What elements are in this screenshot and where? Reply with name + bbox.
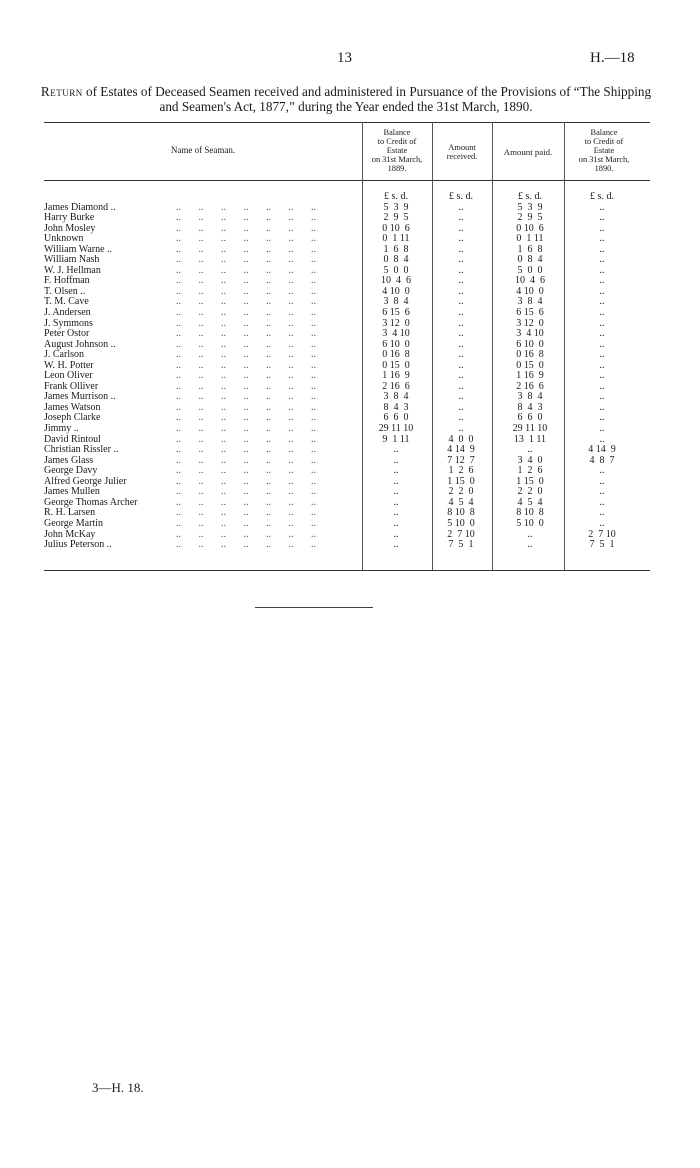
balance-1890-cell: ..: [599, 296, 605, 308]
balance-1890-cell: ..: [599, 275, 605, 287]
units-balance-1890: £ s. d.: [590, 191, 614, 202]
balance-1890-cell: ..: [599, 370, 605, 382]
seaman-name: David Rintoul: [44, 433, 101, 445]
balance-1889-cell: ..: [393, 444, 399, 456]
leader-dots: .. .. .. .. .. .. ..: [176, 212, 316, 224]
header-line: to Credit of: [584, 137, 624, 146]
balance-1890-cell: ..: [599, 233, 605, 245]
seaman-name: William Warne ..: [44, 243, 113, 255]
leader-dots: .. .. .. .. .. .. ..: [176, 454, 316, 466]
leader-dots: .. .. .. .. .. .. ..: [176, 433, 316, 445]
seaman-name: W. J. Hellman: [44, 264, 101, 276]
seaman-name: J. Andersen: [44, 307, 91, 319]
amount-received-cell: ..: [458, 391, 464, 403]
amount-received-cell: 4 14 9: [447, 444, 475, 456]
amount-paid-cell: 3 4 10: [516, 328, 544, 340]
header-line: 1889.: [387, 164, 407, 173]
amount-received-cell: 5 10 0: [447, 517, 475, 529]
amount-received-cell: ..: [458, 296, 464, 308]
leader-dots: .. .. .. .. .. .. ..: [176, 201, 316, 213]
leader-dots: .. .. .. .. .. .. ..: [176, 496, 316, 508]
leader-dots: .. .. .. .. .. .. ..: [176, 539, 316, 551]
seaman-name: George Davy: [44, 465, 98, 477]
balance-1889-cell: ..: [393, 454, 399, 466]
amount-paid-cell: 6 6 0: [517, 412, 543, 424]
amount-paid-cell: 2 2 0: [517, 486, 543, 498]
seaman-name: Julius Peterson ..: [44, 539, 112, 551]
balance-1890-cell: ..: [599, 222, 605, 234]
amount-received-cell: ..: [458, 412, 464, 424]
header-line: on 31st March,: [371, 155, 423, 164]
seaman-name: James Mullen: [44, 486, 100, 498]
balance-1889-cell: 10 4 6: [381, 275, 411, 287]
balance-1890-cell: ..: [599, 254, 605, 266]
amount-received-cell: ..: [458, 328, 464, 340]
balance-1889-cell: 6 6 0: [383, 412, 409, 424]
amount-paid-cell: 6 15 6: [516, 307, 544, 319]
balance-1890-cell: ..: [599, 475, 605, 487]
balance-1889-cell: 6 10 0: [382, 338, 410, 350]
amount-paid-cell: 2 16 6: [516, 380, 544, 392]
balance-1890-cell: ..: [599, 507, 605, 519]
amount-paid-cell: 2 9 5: [517, 212, 543, 224]
seaman-name: Harry Burke: [44, 212, 95, 224]
balance-1890-cell: ..: [599, 486, 605, 498]
header-bottom-rule: [44, 180, 650, 181]
seaman-name: J. Symmons: [44, 317, 93, 329]
leader-dots: .. .. .. .. .. .. ..: [176, 391, 316, 403]
amount-received-cell: ..: [458, 338, 464, 350]
balance-1889-cell: ..: [393, 475, 399, 487]
column-header-amount-received: [432, 143, 492, 161]
balance-1889-cell: 2 16 6: [382, 380, 410, 392]
amount-paid-cell: 6 10 0: [516, 338, 544, 350]
amount-paid-cell: 1 2 6: [517, 465, 543, 477]
leader-dots: .. .. .. .. .. .. ..: [176, 222, 316, 234]
amount-paid-cell: ..: [527, 528, 533, 540]
balance-1890-cell: ..: [599, 201, 605, 213]
seaman-name: George Martin: [44, 517, 103, 529]
balance-1889-cell: 5 3 9: [383, 201, 409, 213]
amount-paid-cell: 13 1 11: [513, 433, 547, 445]
header-line: 1890.: [594, 164, 614, 173]
leader-dots: .. .. .. .. .. .. ..: [176, 444, 316, 456]
balance-1889-cell: 8 4 3: [383, 401, 409, 413]
leader-dots: .. .. .. .. .. .. ..: [176, 401, 316, 413]
amount-paid-cell: 3 12 0: [516, 317, 544, 329]
seaman-name: August Johnson ..: [44, 338, 116, 350]
balance-1890-cell: ..: [599, 380, 605, 392]
column-header-name: Name of Seaman.: [170, 145, 236, 155]
seaman-name: T. Olsen ..: [44, 285, 86, 297]
amount-received-cell: ..: [458, 254, 464, 266]
leader-dots: .. .. .. .. .. .. ..: [176, 370, 316, 382]
balance-1889-cell: ..: [393, 465, 399, 477]
amount-paid-cell: ..: [527, 539, 533, 551]
column-header-balance-1889: [362, 128, 432, 173]
balance-1890-cell: ..: [599, 338, 605, 350]
amount-received-cell: 1 15 0: [447, 475, 475, 487]
leader-dots: .. .. .. .. .. .. ..: [176, 359, 316, 371]
amount-paid-cell: 1 15 0: [516, 475, 544, 487]
amount-received-cell: ..: [458, 317, 464, 329]
seaman-name: Jimmy ..: [44, 423, 79, 435]
amount-received-cell: 2 7 10: [447, 528, 475, 540]
balance-1889-cell: 3 8 4: [383, 296, 409, 308]
balance-1890-cell: ..: [599, 285, 605, 297]
balance-1889-cell: ..: [393, 496, 399, 508]
balance-1889-cell: 29 11 10: [378, 423, 414, 435]
balance-1890-cell: 4 8 7: [589, 454, 615, 466]
balance-1889-cell: 0 16 8: [382, 349, 410, 361]
balance-1889-cell: 4 10 0: [382, 285, 410, 297]
amount-received-cell: ..: [458, 380, 464, 392]
header-line: received.: [446, 152, 478, 161]
amount-received-cell: ..: [458, 264, 464, 276]
amount-paid-cell: 5 3 9: [517, 201, 543, 213]
leader-dots: .. .. .. .. .. .. ..: [176, 264, 316, 276]
header-line: Estate: [386, 146, 408, 155]
balance-1890-cell: 2 7 10: [588, 528, 616, 540]
units-balance-1889: £ s. d.: [384, 191, 408, 202]
amount-paid-cell: 4 10 0: [516, 285, 544, 297]
balance-1890-cell: ..: [599, 517, 605, 529]
balance-1889-cell: 5 0 0: [383, 264, 409, 276]
leader-dots: .. .. .. .. .. .. ..: [176, 275, 316, 287]
balance-1890-cell: ..: [599, 465, 605, 477]
balance-1890-cell: ..: [599, 349, 605, 361]
document-reference: H.—18: [590, 50, 635, 66]
leader-dots: .. .. .. .. .. .. ..: [176, 254, 316, 266]
leader-dots: .. .. .. .. .. .. ..: [176, 486, 316, 498]
leader-dots: .. .. .. .. .. .. ..: [176, 517, 316, 529]
amount-paid-cell: 0 10 6: [516, 222, 544, 234]
amount-received-cell: ..: [458, 307, 464, 319]
balance-1889-cell: 6 15 6: [382, 307, 410, 319]
amount-paid-cell: 1 6 8: [517, 243, 543, 255]
units-received: £ s. d.: [449, 191, 473, 202]
page-number: 13: [337, 50, 352, 66]
amount-received-cell: ..: [458, 423, 464, 435]
leader-dots: .. .. .. .. .. .. ..: [176, 507, 316, 519]
balance-1890-cell: ..: [599, 401, 605, 413]
amount-paid-cell: 0 15 0: [516, 359, 544, 371]
title-first-word: Return: [40, 84, 83, 99]
page-footer: 3—H. 18.: [92, 1080, 144, 1095]
leader-dots: .. .. .. .. .. .. ..: [176, 465, 316, 477]
seaman-name: John Mosley: [44, 222, 96, 234]
seaman-name: George Thomas Archer: [44, 496, 138, 508]
balance-1889-cell: ..: [393, 539, 399, 551]
header-line: Amount: [448, 143, 476, 152]
seaman-name: T. M. Cave: [44, 296, 89, 308]
balance-1889-cell: ..: [393, 507, 399, 519]
amount-received-cell: 2 2 0: [448, 486, 474, 498]
leader-dots: .. .. .. .. .. .. ..: [176, 328, 316, 340]
balance-1889-cell: 3 12 0: [382, 317, 410, 329]
amount-paid-cell: 10 4 6: [515, 275, 545, 287]
balance-1890-cell: ..: [599, 412, 605, 424]
column-divider: [492, 122, 493, 570]
amount-received-cell: ..: [458, 212, 464, 224]
amount-paid-cell: ..: [527, 444, 533, 456]
units-paid: £ s. d.: [518, 191, 542, 202]
balance-1889-cell: 1 16 9: [382, 370, 410, 382]
seaman-name: Alfred George Julier: [44, 475, 127, 487]
amount-received-cell: 4 5 4: [448, 496, 474, 508]
leader-dots: .. .. .. .. .. .. ..: [176, 338, 316, 350]
amount-paid-cell: 8 10 8: [516, 507, 544, 519]
balance-1890-cell: ..: [599, 307, 605, 319]
balance-1890-cell: ..: [599, 317, 605, 329]
balance-1890-cell: ..: [599, 496, 605, 508]
header-line: Estate: [593, 146, 615, 155]
balance-1890-cell: ..: [599, 359, 605, 371]
seaman-name: John McKay: [44, 528, 96, 540]
column-header-balance-1890: [564, 128, 644, 173]
amount-paid-cell: 5 0 0: [517, 264, 543, 276]
amount-paid-cell: 3 8 4: [517, 296, 543, 308]
balance-1890-cell: ..: [599, 212, 605, 224]
header-line: Balance: [383, 128, 411, 137]
seaman-name: J. Carlson: [44, 349, 84, 361]
title-text: of Estates of Deceased Seamen received and administered in Pursuance of the Provisions of “The Shipping and Seamen's Act, 1877,” during the Year ended the 31st March, 1890.: [86, 84, 652, 114]
amount-received-cell: 7 5 1: [448, 539, 474, 551]
seaman-name: Frank Olliver: [44, 380, 99, 392]
balance-1889-cell: ..: [393, 528, 399, 540]
amount-paid-cell: 29 11 10: [512, 423, 548, 435]
leader-dots: .. .. .. .. .. .. ..: [176, 528, 316, 540]
amount-received-cell: ..: [458, 401, 464, 413]
balance-1889-cell: 9 1 11: [382, 433, 410, 445]
seaman-name: R. H. Larsen: [44, 507, 96, 519]
balance-1890-cell: 7 5 1: [589, 539, 615, 551]
amount-received-cell: ..: [458, 359, 464, 371]
seaman-name: F. Hoffman: [44, 275, 90, 287]
balance-1890-cell: ..: [599, 264, 605, 276]
balance-1889-cell: 0 8 4: [383, 254, 409, 266]
leader-dots: .. .. .. .. .. .. ..: [176, 423, 316, 435]
balance-1890-cell: ..: [599, 243, 605, 255]
leader-dots: .. .. .. .. .. .. ..: [176, 233, 316, 245]
balance-1889-cell: 0 1 11: [382, 233, 410, 245]
balance-1890-cell: ..: [599, 423, 605, 435]
leader-dots: .. .. .. .. .. .. ..: [176, 475, 316, 487]
amount-paid-cell: 4 5 4: [517, 496, 543, 508]
seaman-name: William Nash: [44, 254, 100, 266]
amount-paid-cell: 8 4 3: [517, 401, 543, 413]
amount-paid-cell: 0 8 4: [517, 254, 543, 266]
amount-received-cell: 8 10 8: [447, 507, 475, 519]
balance-1889-cell: 0 15 0: [382, 359, 410, 371]
amount-received-cell: ..: [458, 201, 464, 213]
balance-1889-cell: 1 6 8: [383, 243, 409, 255]
header-line: to Credit of: [377, 137, 417, 146]
amount-paid-cell: 1 16 9: [516, 370, 544, 382]
seaman-name: James Glass: [44, 454, 94, 466]
balance-1889-cell: 2 9 5: [383, 212, 409, 224]
seaman-name: Christian Rissler ..: [44, 444, 119, 456]
amount-paid-cell: 3 8 4: [517, 391, 543, 403]
seaman-name: Peter Ostor: [44, 328, 90, 340]
seaman-name: Joseph Clarke: [44, 412, 101, 424]
amount-received-cell: ..: [458, 370, 464, 382]
leader-dots: .. .. .. .. .. .. ..: [176, 296, 316, 308]
balance-1889-cell: 3 8 4: [383, 391, 409, 403]
amount-received-cell: ..: [458, 233, 464, 245]
amount-received-cell: ..: [458, 349, 464, 361]
amount-paid-cell: 0 16 8: [516, 349, 544, 361]
amount-paid-cell: 3 4 0: [517, 454, 543, 466]
amount-paid-cell: 5 10 0: [516, 517, 544, 529]
seaman-name: James Diamond ..: [44, 201, 116, 213]
header-line: Balance: [590, 128, 618, 137]
leader-dots: .. .. .. .. .. .. ..: [176, 307, 316, 319]
seaman-name: W. H. Potter: [44, 359, 94, 371]
seaman-name: James Murrison ..: [44, 391, 116, 403]
leader-dots: .. .. .. .. .. .. ..: [176, 349, 316, 361]
header-line: on 31st March,: [578, 155, 630, 164]
column-header-amount-paid: Amount paid.: [503, 147, 553, 157]
balance-1889-cell: ..: [393, 486, 399, 498]
table-bottom-rule: [44, 570, 650, 571]
amount-received-cell: ..: [458, 222, 464, 234]
amount-paid-cell: 0 1 11: [516, 233, 544, 245]
document-title: [40, 84, 652, 114]
amount-received-cell: 1 2 6: [448, 465, 474, 477]
leader-dots: .. .. .. .. .. .. ..: [176, 317, 316, 329]
amount-received-cell: ..: [458, 243, 464, 255]
leader-dots: .. .. .. .. .. .. ..: [176, 380, 316, 392]
closing-rule: [255, 607, 373, 608]
leader-dots: .. .. .. .. .. .. ..: [176, 243, 316, 255]
seaman-name: Unknown: [44, 233, 84, 245]
balance-1889-cell: ..: [393, 517, 399, 529]
amount-received-cell: 7 12 7: [447, 454, 475, 466]
leader-dots: .. .. .. .. .. .. ..: [176, 412, 316, 424]
balance-1890-cell: ..: [599, 328, 605, 340]
seaman-name: James Watson: [44, 401, 101, 413]
table-top-rule: [44, 122, 650, 123]
balance-1890-cell: ..: [599, 391, 605, 403]
amount-received-cell: ..: [458, 285, 464, 297]
amount-received-cell: 4 0 0: [448, 433, 474, 445]
seaman-name: Leon Oliver: [44, 370, 93, 382]
balance-1889-cell: 0 10 6: [382, 222, 410, 234]
balance-1890-cell: 4 14 9: [588, 444, 616, 456]
amount-received-cell: ..: [458, 275, 464, 287]
balance-1889-cell: 3 4 10: [382, 328, 410, 340]
balance-1890-cell: ..: [599, 433, 605, 445]
leader-dots: .. .. .. .. .. .. ..: [176, 285, 316, 297]
